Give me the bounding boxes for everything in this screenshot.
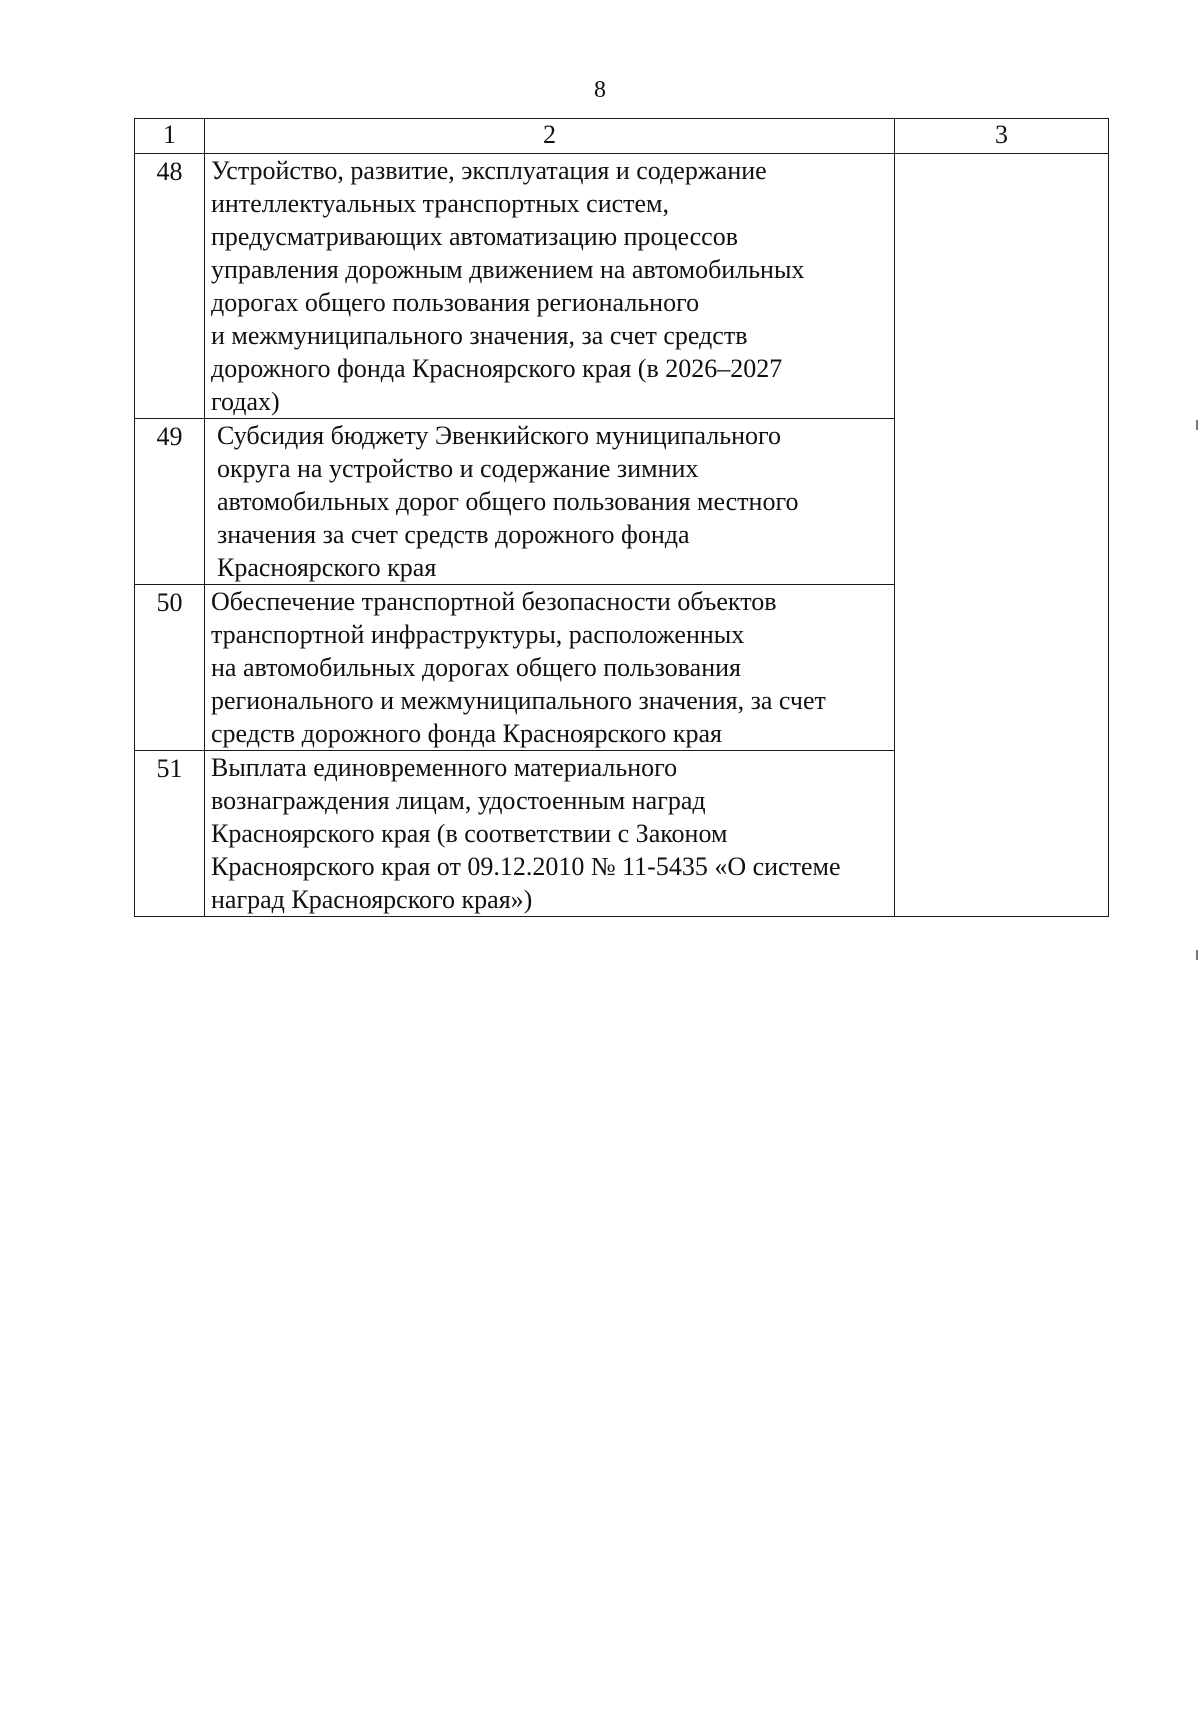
column-header-2: 2: [205, 119, 895, 154]
description-line: дорогах общего пользования регионального: [211, 288, 700, 317]
document-table: [134, 118, 1109, 917]
description-line: регионального и межмуниципального значения, за счет: [211, 686, 826, 715]
description-line: Выплата единовременного материального: [211, 753, 678, 782]
description-line: предусматривающих автоматизацию процессов: [211, 222, 738, 251]
description-line: Красноярского края (в соответствии с Законом: [211, 819, 728, 848]
description-line: управления дорожным движением на автомобильных: [211, 255, 805, 284]
description-line: средств дорожного фонда Красноярского края: [211, 719, 722, 748]
column-header-3: 3: [895, 119, 1109, 154]
description-line: Субсидия бюджету Эвенкийского муниципального: [217, 421, 782, 450]
page-number: 8: [594, 77, 606, 103]
row-number: 49: [135, 419, 205, 585]
description-line: Красноярского края: [217, 553, 437, 582]
description-line: округа на устройство и содержание зимних: [217, 454, 699, 483]
column-header-1: 1: [135, 119, 205, 154]
description-line: Устройство, развитие, эксплуатация и содержание: [211, 156, 767, 185]
row-number: 48: [135, 154, 205, 419]
description-line: Красноярского края от 09.12.2010 № 11-5435 «О системе: [211, 852, 841, 881]
row-number: 51: [135, 751, 205, 917]
row-description: [205, 585, 895, 751]
description-line: интеллектуальных транспортных систем,: [211, 189, 670, 218]
description-line: годах): [211, 387, 280, 416]
row-number: 50: [135, 585, 205, 751]
description-line: и межмуниципального значения, за счет средств: [211, 321, 748, 350]
description-line: вознаграждения лицам, удостоенным наград: [211, 786, 706, 815]
row-description: [205, 751, 895, 917]
description-line: дорожного фонда Красноярского края (в 2026–2027: [211, 354, 783, 383]
scan-margin-mark: [1196, 420, 1198, 430]
description-line: значения за счет средств дорожного фонда: [217, 520, 690, 549]
description-line: наград Красноярского края»): [211, 885, 533, 914]
table-header-row: [135, 119, 1109, 154]
description-line: транспортной инфраструктуры, расположенных: [211, 620, 745, 649]
column-3-cell: [895, 154, 1109, 917]
row-description: [205, 419, 895, 585]
description-line: на автомобильных дорогах общего пользования: [211, 653, 741, 682]
row-description: [205, 154, 895, 419]
description-line: Обеспечение транспортной безопасности объектов: [211, 587, 777, 616]
table-row: [135, 154, 1109, 419]
description-line: автомобильных дорог общего пользования местного: [217, 487, 799, 516]
scan-margin-mark: [1196, 950, 1198, 960]
